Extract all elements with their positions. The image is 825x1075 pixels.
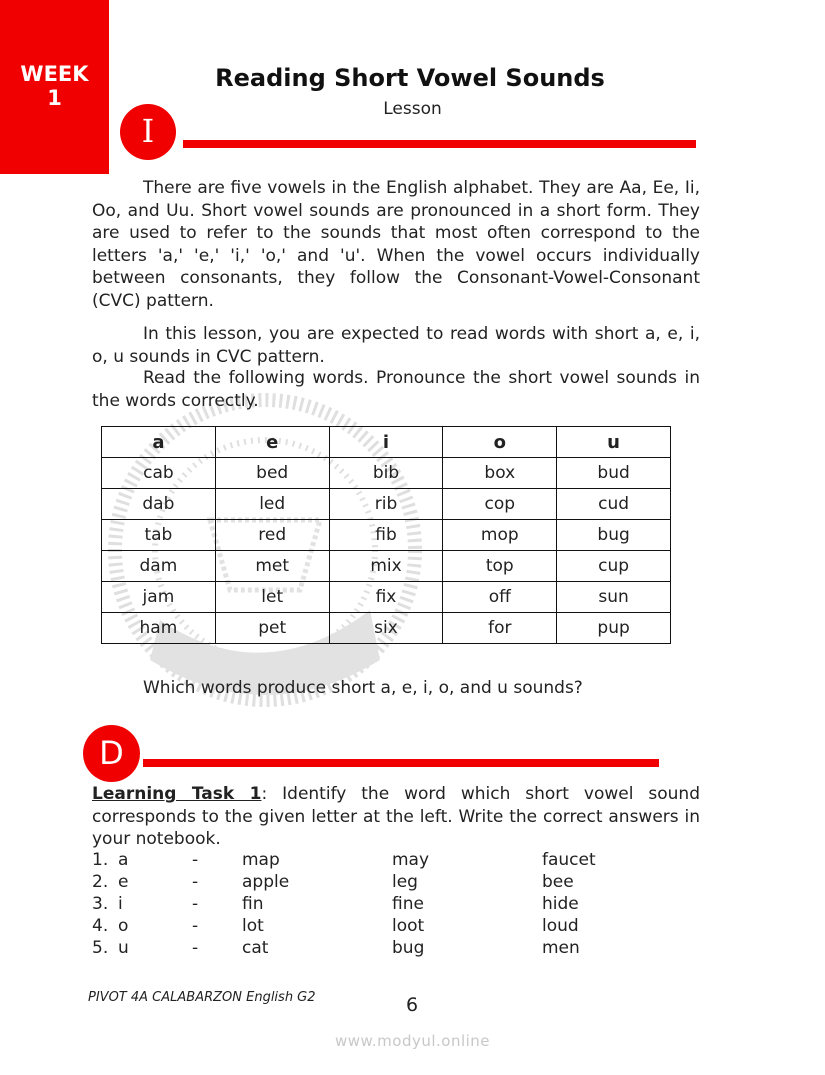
list-item <box>92 872 612 894</box>
vowel-words-table <box>101 426 671 644</box>
table-cell: cup <box>557 551 671 582</box>
item-word: lot <box>242 916 264 936</box>
item-dash: - <box>192 872 199 892</box>
table-cell: six <box>329 613 443 644</box>
table-row <box>102 520 671 551</box>
item-dash: - <box>192 916 199 936</box>
item-dash: - <box>192 850 199 870</box>
lesson-expectation-paragraph: In this lesson, you are expected to read words with short a, e, i, o, u sounds in CVC pattern. <box>92 324 700 367</box>
table-row <box>102 458 671 489</box>
item-dash: - <box>192 938 199 958</box>
page-title: Reading Short Vowel Sounds <box>215 64 605 92</box>
table-row <box>102 582 671 613</box>
table-cell: rib <box>329 489 443 520</box>
learning-task-label: Learning Task 1 <box>92 784 262 804</box>
table-cell: bug <box>557 520 671 551</box>
item-number: 3. <box>92 894 109 914</box>
item-word: bug <box>392 938 425 958</box>
week-badge <box>0 0 109 174</box>
column-header: u <box>557 427 671 458</box>
table-cell: tab <box>102 520 216 551</box>
page-number: 6 <box>405 994 419 1016</box>
table-cell: fix <box>329 582 443 613</box>
item-letter: o <box>118 916 129 936</box>
column-header: a <box>102 427 216 458</box>
item-word: men <box>542 938 580 958</box>
table-cell: jam <box>102 582 216 613</box>
item-word: cat <box>242 938 269 958</box>
list-item <box>92 938 612 960</box>
item-number: 5. <box>92 938 109 958</box>
item-word: map <box>242 850 280 870</box>
learning-task-items <box>92 850 612 960</box>
intro-paragraph: There are five vowels in the English alphabet. They are Aa, Ee, Ii, Oo, and Uu. Short vowel sounds are pronounced in a short form. They are used to refer to the sounds that most often correspond to the letters 'a,' 'e,' 'i,' 'o,' and 'u'. When the vowel occurs individually between consonants, they follow the Consonant-Vowel-Consonant (CVC) pattern. <box>92 178 700 311</box>
week-label: WEEK <box>20 62 89 86</box>
item-word: loot <box>392 916 425 936</box>
learning-task-text: : Identify the word which short vowel sound corresponds to the given letter at the left. Write the correct answers in your notebook. <box>92 784 700 849</box>
table-cell: pet <box>215 613 329 644</box>
page-subtitle: Lesson <box>383 99 442 119</box>
table-cell: ham <box>102 613 216 644</box>
table-cell: red <box>215 520 329 551</box>
table-cell: cop <box>443 489 557 520</box>
item-dash: - <box>192 894 199 914</box>
lesson-question: Which words produce short a, e, i, o, and u sounds? <box>143 678 583 698</box>
item-word: leg <box>392 872 418 892</box>
table-cell: led <box>215 489 329 520</box>
learning-task-instructions <box>92 783 700 851</box>
table-cell: cab <box>102 458 216 489</box>
column-header: e <box>215 427 329 458</box>
table-header-row <box>102 427 671 458</box>
table-row <box>102 551 671 582</box>
table-row <box>102 613 671 644</box>
item-letter: a <box>118 850 129 870</box>
item-letter: e <box>118 872 129 892</box>
table-cell: top <box>443 551 557 582</box>
table-cell: dab <box>102 489 216 520</box>
table-cell: sun <box>557 582 671 613</box>
footer-source: PIVOT 4A CALABARZON English G2 <box>88 990 316 1005</box>
table-cell: met <box>215 551 329 582</box>
table-cell: bed <box>215 458 329 489</box>
section-d-badge: D <box>83 725 140 782</box>
item-number: 4. <box>92 916 109 936</box>
watermark-url: www.modyul.online <box>334 1032 491 1050</box>
item-word: bee <box>542 872 574 892</box>
item-letter: i <box>118 894 123 914</box>
list-item <box>92 916 612 938</box>
item-word: loud <box>542 916 579 936</box>
item-letter: u <box>118 938 129 958</box>
table-cell: off <box>443 582 557 613</box>
table-cell: mop <box>443 520 557 551</box>
item-word: may <box>392 850 430 870</box>
list-item <box>92 850 612 872</box>
item-word: faucet <box>542 850 596 870</box>
table-cell: for <box>443 613 557 644</box>
item-word: fin <box>242 894 264 914</box>
table-cell: mix <box>329 551 443 582</box>
reading-instruction-paragraph: Read the following words. Pronounce the short vowel sounds in the words correctly. <box>92 368 700 411</box>
table-cell: fib <box>329 520 443 551</box>
column-header: o <box>443 427 557 458</box>
section-i-badge: I <box>120 104 176 160</box>
table-cell: dam <box>102 551 216 582</box>
table-cell: box <box>443 458 557 489</box>
item-word: fine <box>392 894 424 914</box>
item-number: 2. <box>92 872 109 892</box>
table-cell: bud <box>557 458 671 489</box>
item-number: 1. <box>92 850 109 870</box>
list-item <box>92 894 612 916</box>
week-number: 1 <box>47 86 62 110</box>
table-cell: bib <box>329 458 443 489</box>
table-cell: cud <box>557 489 671 520</box>
column-header: i <box>329 427 443 458</box>
item-word: apple <box>242 872 290 892</box>
section-d-divider <box>143 759 659 767</box>
section-i-divider <box>183 140 696 148</box>
table-cell: pup <box>557 613 671 644</box>
table-row <box>102 489 671 520</box>
item-word: hide <box>542 894 579 914</box>
table-cell: let <box>215 582 329 613</box>
